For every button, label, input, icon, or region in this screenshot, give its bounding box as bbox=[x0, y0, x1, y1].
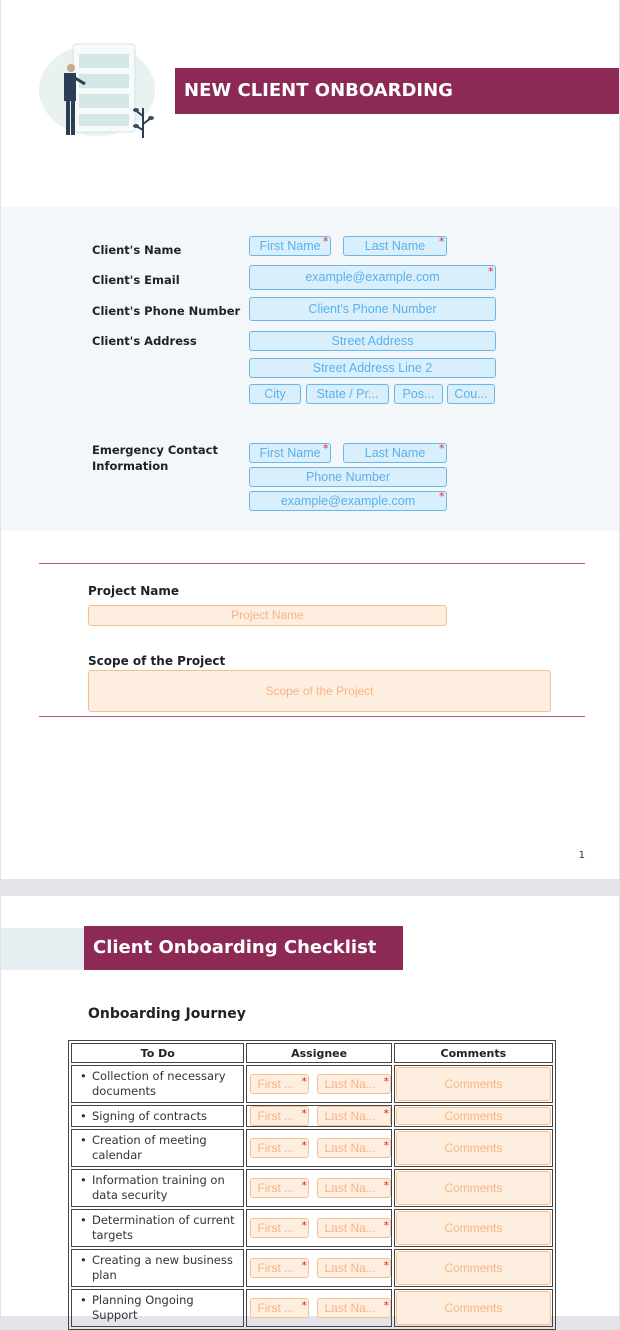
required-icon: * bbox=[439, 442, 445, 455]
comments-cell bbox=[394, 1209, 553, 1247]
assignee-last-input[interactable]: Last Na... bbox=[317, 1258, 391, 1278]
required-icon: * bbox=[439, 235, 445, 248]
emergency-last-name-input[interactable]: Last Name bbox=[343, 443, 447, 463]
required-icon: * bbox=[488, 265, 494, 278]
assignee-first-input[interactable]: First ... bbox=[250, 1218, 309, 1238]
required-icon: * bbox=[301, 1075, 307, 1088]
assignee-cell bbox=[246, 1129, 391, 1167]
page-number: 1 bbox=[578, 850, 585, 861]
postal-code-input[interactable]: Pos... bbox=[394, 384, 443, 404]
client-phone-label: Client's Phone Number bbox=[92, 304, 241, 318]
emergency-contact-label: Emergency Contact Information bbox=[92, 443, 218, 473]
client-email-input[interactable]: example@example.com bbox=[249, 265, 496, 290]
todo-item bbox=[71, 1129, 244, 1167]
assignee-last-input[interactable]: Last Na... bbox=[317, 1178, 391, 1198]
todo-text: Collection of necessary documents bbox=[92, 1069, 226, 1098]
required-icon: * bbox=[383, 1259, 389, 1272]
emergency-email-input[interactable]: example@example.com bbox=[249, 491, 447, 511]
table-row bbox=[71, 1105, 553, 1127]
todo-item bbox=[71, 1065, 244, 1103]
project-name-input[interactable]: Project Name bbox=[88, 605, 447, 626]
assignee-last-input[interactable]: Last Na... bbox=[317, 1138, 391, 1158]
table-row bbox=[71, 1065, 553, 1103]
street-address-input[interactable]: Street Address bbox=[249, 331, 496, 351]
project-scope-label: Scope of the Project bbox=[88, 654, 226, 668]
client-first-name-input[interactable]: First Name bbox=[249, 236, 331, 256]
client-phone-input[interactable]: Client's Phone Number bbox=[249, 297, 496, 321]
divider bbox=[39, 716, 585, 717]
required-icon: * bbox=[301, 1219, 307, 1232]
comments-input[interactable]: Comments bbox=[396, 1291, 551, 1325]
comments-input[interactable]: Comments bbox=[396, 1107, 551, 1125]
client-last-name-input[interactable]: Last Name bbox=[343, 236, 447, 256]
required-icon: * bbox=[323, 442, 329, 455]
comments-input[interactable]: Comments bbox=[396, 1211, 551, 1245]
table-row bbox=[71, 1249, 553, 1287]
assignee-last-input[interactable]: Last Na... bbox=[317, 1218, 391, 1238]
comments-header: Comments bbox=[394, 1043, 553, 1063]
project-scope-input[interactable]: Scope of the Project bbox=[88, 670, 551, 712]
presenter-illustration bbox=[35, 38, 165, 150]
assignee-first-input[interactable]: First ... bbox=[250, 1106, 309, 1126]
comments-input[interactable]: Comments bbox=[396, 1131, 551, 1165]
required-icon: * bbox=[383, 1075, 389, 1088]
assignee-cell bbox=[246, 1065, 391, 1103]
required-icon: * bbox=[301, 1107, 307, 1120]
comments-cell bbox=[394, 1169, 553, 1207]
todo-text: Creation of meeting calendar bbox=[92, 1133, 207, 1162]
client-email-label: Client's Email bbox=[92, 273, 180, 287]
assignee-first-input[interactable]: First ... bbox=[250, 1074, 309, 1094]
assignee-cell bbox=[246, 1169, 391, 1207]
street-address-line2-input[interactable]: Street Address Line 2 bbox=[249, 358, 496, 378]
comments-input[interactable]: Comments bbox=[396, 1067, 551, 1101]
city-input[interactable]: City bbox=[249, 384, 301, 404]
todo-text: Signing of contracts bbox=[92, 1108, 208, 1123]
todo-item bbox=[71, 1209, 244, 1247]
table-row bbox=[71, 1209, 553, 1247]
assignee-header: Assignee bbox=[246, 1043, 391, 1063]
todo-item bbox=[71, 1289, 244, 1327]
form-title: NEW CLIENT ONBOARDING bbox=[175, 68, 619, 114]
required-icon: * bbox=[301, 1139, 307, 1152]
required-icon: * bbox=[383, 1179, 389, 1192]
assignee-last-input[interactable]: Last Na... bbox=[317, 1106, 391, 1126]
required-icon: * bbox=[301, 1179, 307, 1192]
required-icon: * bbox=[301, 1299, 307, 1312]
required-icon: * bbox=[383, 1299, 389, 1312]
assignee-last-input[interactable]: Last Na... bbox=[317, 1074, 391, 1094]
state-input[interactable]: State / Pr... bbox=[306, 384, 389, 404]
assignee-first-input[interactable]: First ... bbox=[250, 1138, 309, 1158]
comments-cell bbox=[394, 1249, 553, 1287]
required-icon: * bbox=[439, 490, 445, 503]
todo-text: Determination of current targets bbox=[92, 1213, 235, 1242]
required-icon: * bbox=[323, 235, 329, 248]
assignee-first-input[interactable]: First ... bbox=[250, 1258, 309, 1278]
checklist-table bbox=[68, 1040, 556, 1330]
emergency-phone-input[interactable]: Phone Number bbox=[249, 467, 447, 487]
comments-cell bbox=[394, 1289, 553, 1327]
required-icon: * bbox=[383, 1139, 389, 1152]
page-1 bbox=[1, 0, 619, 879]
todo-text: Planning Ongoing Support bbox=[92, 1293, 194, 1322]
country-input[interactable]: Cou... bbox=[447, 384, 495, 404]
page-2 bbox=[1, 896, 619, 1322]
table-row bbox=[71, 1169, 553, 1207]
emergency-first-name-input[interactable]: First Name bbox=[249, 443, 331, 463]
todo-item bbox=[71, 1249, 244, 1287]
comments-cell bbox=[394, 1065, 553, 1103]
todo-header: To Do bbox=[71, 1043, 244, 1063]
assignee-last-input[interactable]: Last Na... bbox=[317, 1298, 391, 1318]
checklist-title: Client Onboarding Checklist bbox=[84, 926, 403, 970]
assignee-cell bbox=[246, 1209, 391, 1247]
project-name-label: Project Name bbox=[88, 584, 180, 598]
comments-cell bbox=[394, 1105, 553, 1127]
assignee-cell bbox=[246, 1249, 391, 1287]
todo-text: Information training on data security bbox=[92, 1173, 225, 1202]
divider bbox=[39, 563, 585, 564]
client-address-label: Client's Address bbox=[92, 334, 197, 348]
assignee-cell bbox=[246, 1289, 391, 1327]
client-name-label: Client's Name bbox=[92, 243, 182, 257]
required-icon: * bbox=[383, 1219, 389, 1232]
onboarding-journey-heading: Onboarding Journey bbox=[88, 1006, 246, 1022]
todo-item bbox=[71, 1105, 244, 1127]
table-row bbox=[71, 1129, 553, 1167]
assignee-cell bbox=[246, 1105, 391, 1127]
required-icon: * bbox=[383, 1107, 389, 1120]
table-row bbox=[71, 1289, 553, 1327]
todo-item bbox=[71, 1169, 244, 1207]
banner-accent bbox=[1, 928, 85, 970]
assignee-first-input[interactable]: First ... bbox=[250, 1178, 309, 1198]
comments-input[interactable]: Comments bbox=[396, 1171, 551, 1205]
comments-cell bbox=[394, 1129, 553, 1167]
todo-text: Creating a new business plan bbox=[92, 1253, 233, 1282]
required-icon: * bbox=[301, 1259, 307, 1272]
comments-input[interactable]: Comments bbox=[396, 1251, 551, 1285]
assignee-first-input[interactable]: First ... bbox=[250, 1298, 309, 1318]
